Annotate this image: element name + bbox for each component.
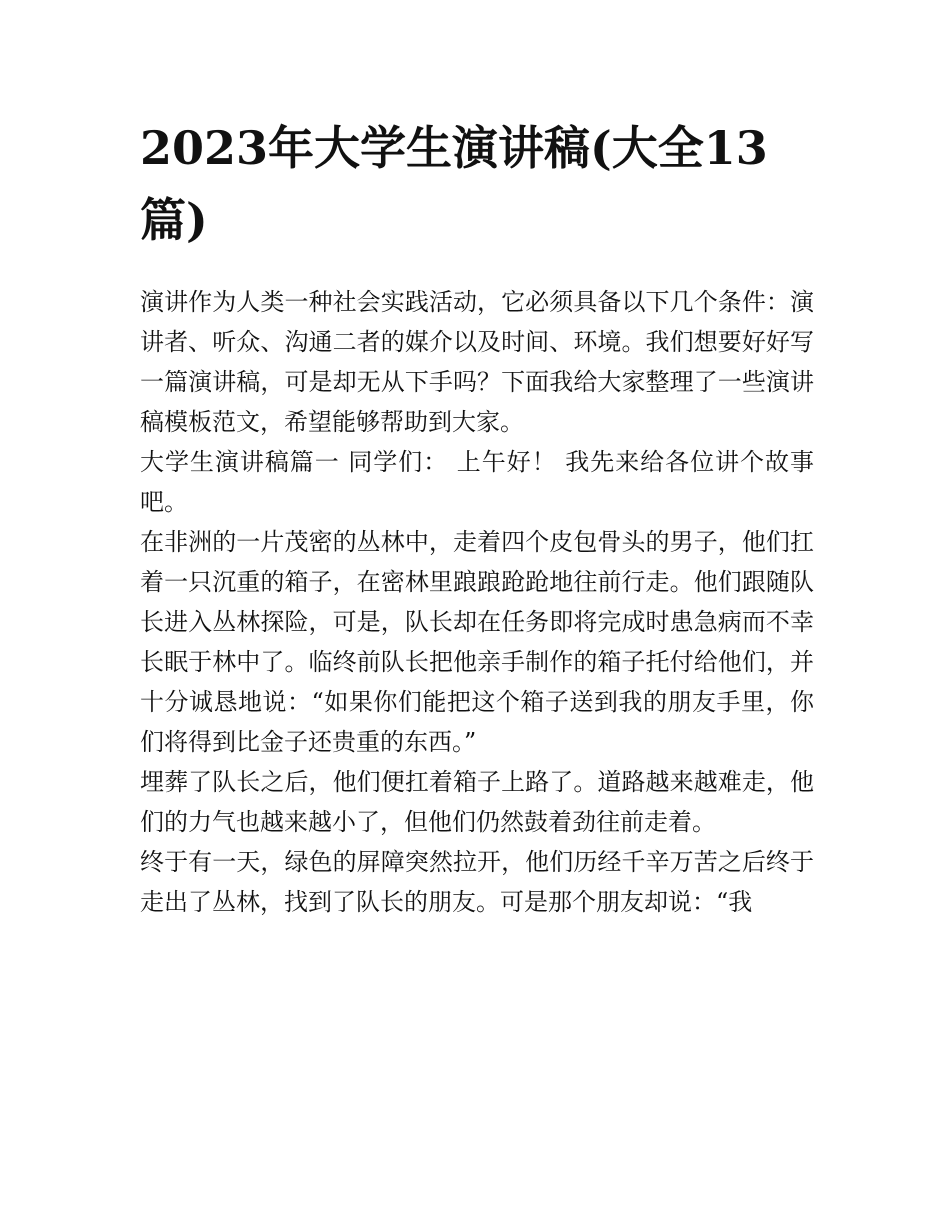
document-title: 2023年大学生演讲稿(大全13篇) <box>140 121 768 247</box>
document-body <box>140 282 814 922</box>
paragraph-greeting: 大学生演讲稿篇一 同学们： 上午好！ 我先来给各位讲个故事吧。 <box>140 448 814 516</box>
paragraph-intro: 演讲作为人类一种社会实践活动，它必须具备以下几个条件：演讲者、听众、沟通二者的媒介以及时间、环境。我们想要好好写一篇演讲稿，可是却无从下手吗？下面我给大家整理了一些演讲稿模板范文，希望能够帮助到大家。 <box>140 288 814 436</box>
paragraph-story-3: 终于有一天，绿色的屏障突然拉开，他们历经千辛万苦之后终于走出了丛林，找到了队长的朋友。可是那个朋友却说：“我 <box>140 848 814 916</box>
paragraph-story-2: 埋葬了队长之后，他们便扛着箱子上路了。道路越来越难走，他们的力气也越来越小了，但他们仍然鼓着劲往前走着。 <box>140 768 814 836</box>
paragraph-story-1: 在非洲的一片茂密的丛林中，走着四个皮包骨头的男子，他们扛着一只沉重的箱子，在密林里踉踉跄跄地往前行走。他们跟随队长进入丛林探险，可是，队长却在任务即将完成时患急病而不幸长眠于林中了。临终前队长把他亲手制作的箱子托付给他们，并十分诚恳地说：“如果你们能把这个箱子送到我的朋友手里，你们将得到比金子还贵重的东西。” <box>140 528 814 756</box>
